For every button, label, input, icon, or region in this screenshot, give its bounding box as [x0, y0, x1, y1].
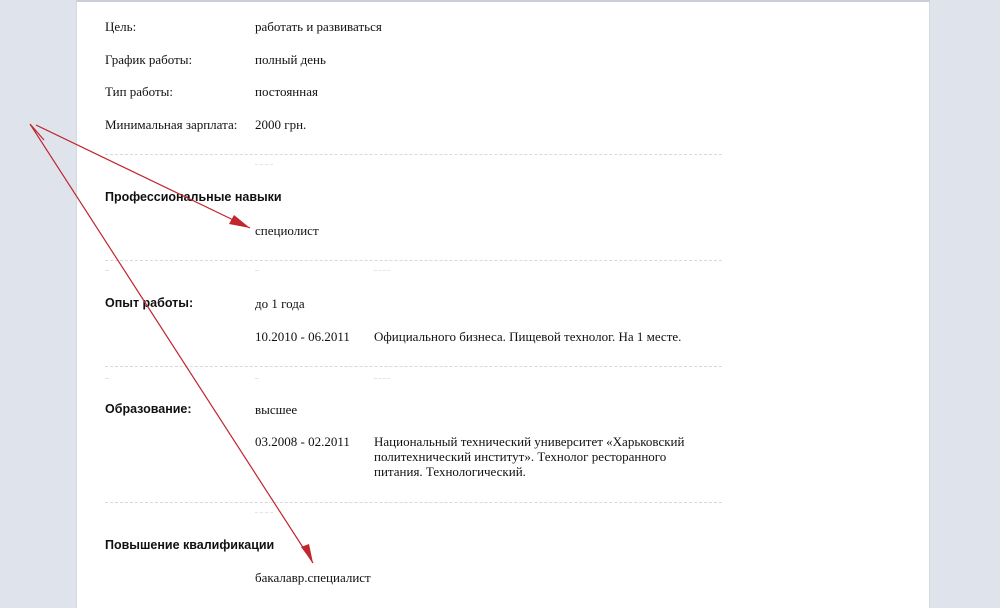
- salary-value: 2000 грн.: [255, 117, 307, 132]
- work-type-value: постоянная: [255, 84, 318, 99]
- goal-label: Цель:: [105, 19, 137, 34]
- arrow-to-skills: [36, 125, 250, 228]
- goal-value: работать и развиваться: [255, 19, 382, 34]
- work-type-label: Тип работы:: [105, 84, 174, 99]
- education-description-line: политехнический институт». Технолог ресторанного: [374, 449, 667, 464]
- arrowhead-icon: [229, 215, 250, 228]
- experience-heading: Опыт работы:: [105, 296, 194, 310]
- schedule-label: График работы:: [105, 52, 193, 67]
- education-heading: Образование:: [105, 402, 192, 416]
- education-level: высшее: [255, 402, 298, 417]
- salary-label: Минимальная зарплата:: [105, 117, 238, 132]
- skills-heading: Профессиональные навыки: [105, 190, 282, 204]
- arrowhead-icon: [301, 544, 313, 563]
- education-period: 03.2008 - 02.2011: [255, 434, 350, 449]
- education-description-line: Национальный технический университет «Харьковский: [374, 434, 685, 449]
- experience-description: Официального бизнеса. Пищевой технолог. На 1 месте.: [374, 329, 682, 344]
- skills-value: специолист: [255, 223, 319, 238]
- qualification-heading: Повышение квалификации: [105, 538, 275, 552]
- schedule-value: полный день: [255, 52, 326, 67]
- qualification-value: бакалавр.специалист: [255, 570, 371, 585]
- education-description-line: питания. Технологический.: [374, 464, 526, 479]
- experience-total: до 1 года: [255, 296, 305, 311]
- experience-period: 10.2010 - 06.2011: [255, 329, 350, 344]
